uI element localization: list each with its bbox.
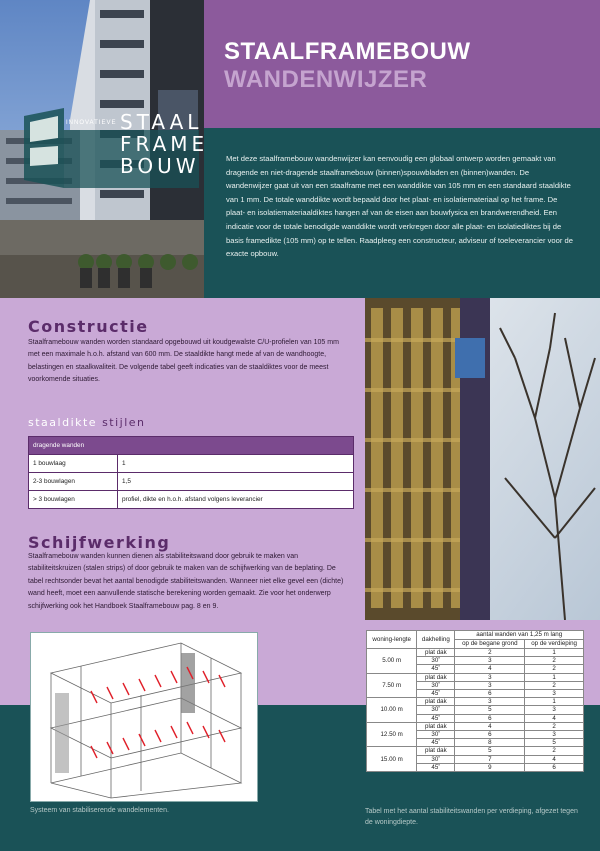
- roof-cell: 30˚: [417, 755, 455, 763]
- schijfwerking-text: Staalframebouw wanden kunnen dienen als stabiliteitswand door gebruik te maken van stabiliteitskruizen (stalen strips) of door gebruik te maken van de schijfwerking van de beplating. De tabel rechtsonder bevat het aantal benodigde stabiliteitswanden. Wanneer niet elke gevel een (dichte) wand heeft, moet een aanvullende statische berekening worden gemaakt. Zie voor het onderwerp schijfwerking ook het Handboek Staalframebouw pag. 8 en 9.: [28, 553, 344, 610]
- table-row: [29, 473, 354, 491]
- staalframebouw-logo: [24, 108, 209, 188]
- floor-count-cell: 1: [525, 673, 584, 681]
- woninglengte-cell: 7.50 m: [367, 673, 417, 698]
- col-header-roof: dakhelling: [417, 631, 455, 649]
- roof-cell: 45˚: [417, 739, 455, 747]
- staaldikte-table-label: [28, 416, 146, 429]
- ground-count-cell: 6: [455, 690, 525, 698]
- woninglengte-cell: 5.00 m: [367, 649, 417, 674]
- floor-count-cell: 1: [525, 649, 584, 657]
- roof-cell: 30˚: [417, 731, 455, 739]
- ground-count-cell: 5: [455, 706, 525, 714]
- stability-walls-table: [366, 630, 584, 772]
- page-title: STAALFRAMEBOUW: [224, 38, 471, 65]
- woninglengte-cell: 15.00 m: [367, 747, 417, 772]
- roof-cell: plat dak: [417, 698, 455, 706]
- roof-cell: 45˚: [417, 690, 455, 698]
- staaldikte-table: [28, 436, 354, 509]
- roof-cell: 45˚: [417, 714, 455, 722]
- roof-cell: 30˚: [417, 657, 455, 665]
- logo-line-2: FRAME: [120, 132, 209, 156]
- caption-diagram: Systeem van stabiliserende wandelementen.: [30, 807, 169, 814]
- floor-count-cell: 6: [525, 763, 584, 771]
- table-header-cell: dragende wanden: [29, 437, 354, 455]
- row-value: profiel, dikte en h.o.h. afstand volgens leverancier: [118, 491, 354, 509]
- table-row: [367, 698, 584, 706]
- ground-count-cell: 5: [455, 747, 525, 755]
- ground-count-cell: 3: [455, 698, 525, 706]
- ground-count-cell: 3: [455, 681, 525, 689]
- table-label-part-b: stijlen: [102, 416, 146, 429]
- woninglengte-cell: 12.50 m: [367, 722, 417, 747]
- table-label-part-a: staaldikte: [28, 416, 98, 429]
- roof-cell: 45˚: [417, 763, 455, 771]
- row-value: 1,5: [118, 473, 354, 491]
- col-header-ground: op de begane grond: [455, 640, 525, 649]
- floor-count-cell: 2: [525, 747, 584, 755]
- roof-cell: plat dak: [417, 722, 455, 730]
- roof-cell: plat dak: [417, 649, 455, 657]
- logo-line-3: BOUW: [120, 154, 200, 178]
- floor-count-cell: 1: [525, 698, 584, 706]
- row-label: > 3 bouwlagen: [29, 491, 118, 509]
- col-header-floor: op de verdieping: [525, 640, 584, 649]
- floor-count-cell: 2: [525, 657, 584, 665]
- floor-count-cell: 2: [525, 722, 584, 730]
- table-header-row: [367, 631, 584, 640]
- ground-count-cell: 8: [455, 739, 525, 747]
- ground-count-cell: 6: [455, 714, 525, 722]
- roof-cell: 45˚: [417, 665, 455, 673]
- table-row: [367, 673, 584, 681]
- table-row: [29, 455, 354, 473]
- table-row: [367, 722, 584, 730]
- schijfwerking-heading: Schijfwerking: [28, 533, 171, 552]
- caption-table: Tabel met het aantal stabiliteitswanden per verdieping, afgezet tegen de woningdiepte.: [365, 808, 578, 826]
- ground-count-cell: 6: [455, 731, 525, 739]
- ground-count-cell: 3: [455, 673, 525, 681]
- logo-tag: INNOVATIEVE: [66, 120, 117, 126]
- roof-cell: 30˚: [417, 706, 455, 714]
- floor-count-cell: 2: [525, 681, 584, 689]
- ground-count-cell: 4: [455, 722, 525, 730]
- logo-line-1: STAAL: [120, 110, 203, 134]
- floor-count-cell: 2: [525, 665, 584, 673]
- col-header-group: aantal wanden van 1,25 m lang: [455, 631, 584, 640]
- ground-count-cell: 3: [455, 657, 525, 665]
- row-label: 2-3 bouwlagen: [29, 473, 118, 491]
- table-row: [367, 649, 584, 657]
- ground-count-cell: 7: [455, 755, 525, 763]
- stability-system-diagram: [30, 632, 258, 802]
- roof-cell: plat dak: [417, 747, 455, 755]
- roof-cell: plat dak: [417, 673, 455, 681]
- floor-count-cell: 3: [525, 731, 584, 739]
- intro-text: Met deze staalframebouw wandenwijzer kan eenvoudig een globaal ontwerp worden gemaakt van dragende en niet-dragende staalframebouw (binnen)spouwbladen en (binnen)wanden. De wandenwijzer gaat uit van een staalframe met een wanddikte van 105 mm en een standaard staaldikte van 1 mm. De totale wanddikte wordt bepaald door het plaat- en isolatiemateriaal op het frame. De plaat- en isolatiemateriaaldiktes hangen af van de eisen aan bouwfysica en brandwerendheid. Een indicatie voor de totale benodigde wanddikte wordt verkregen door alle plaat- en isolatiediktes bij de basis framedikte (105 mm) op te tellen. Raadpleeg een constructeur, adviseur of toeleverancier voor de exacte opbouw.: [226, 154, 573, 259]
- constructie-text: Staalframebouw wanden worden standaard opgebouwd uit koudgewalste C/U-profielen van 105 mm met een maximale h.o.h. afstand van 600 mm. De staaldikte hangt mede af van de wandhoogte, belastingen en staalkwaliteit. De volgende tabel geeft indicaties van de staaldiktes voor de meest voorkomende situaties.: [28, 339, 339, 384]
- table-body: [367, 649, 584, 772]
- row-value: 1: [118, 455, 354, 473]
- floor-count-cell: 3: [525, 690, 584, 698]
- page-subtitle: WANDENWIJZER: [224, 66, 428, 93]
- ground-count-cell: 2: [455, 649, 525, 657]
- ground-count-cell: 4: [455, 665, 525, 673]
- table-header-row: [29, 437, 354, 455]
- floor-count-cell: 3: [525, 706, 584, 714]
- ground-count-cell: 9: [455, 763, 525, 771]
- woninglengte-cell: 10.00 m: [367, 698, 417, 723]
- table-row: [29, 491, 354, 509]
- roof-cell: 30˚: [417, 681, 455, 689]
- floor-count-cell: 4: [525, 714, 584, 722]
- facade-photo: [365, 298, 600, 620]
- col-header-length: woning-lengte: [367, 631, 417, 649]
- constructie-heading: Constructie: [28, 317, 149, 336]
- table-row: [367, 747, 584, 755]
- floor-count-cell: 5: [525, 739, 584, 747]
- floor-count-cell: 4: [525, 755, 584, 763]
- row-label: 1 bouwlaag: [29, 455, 118, 473]
